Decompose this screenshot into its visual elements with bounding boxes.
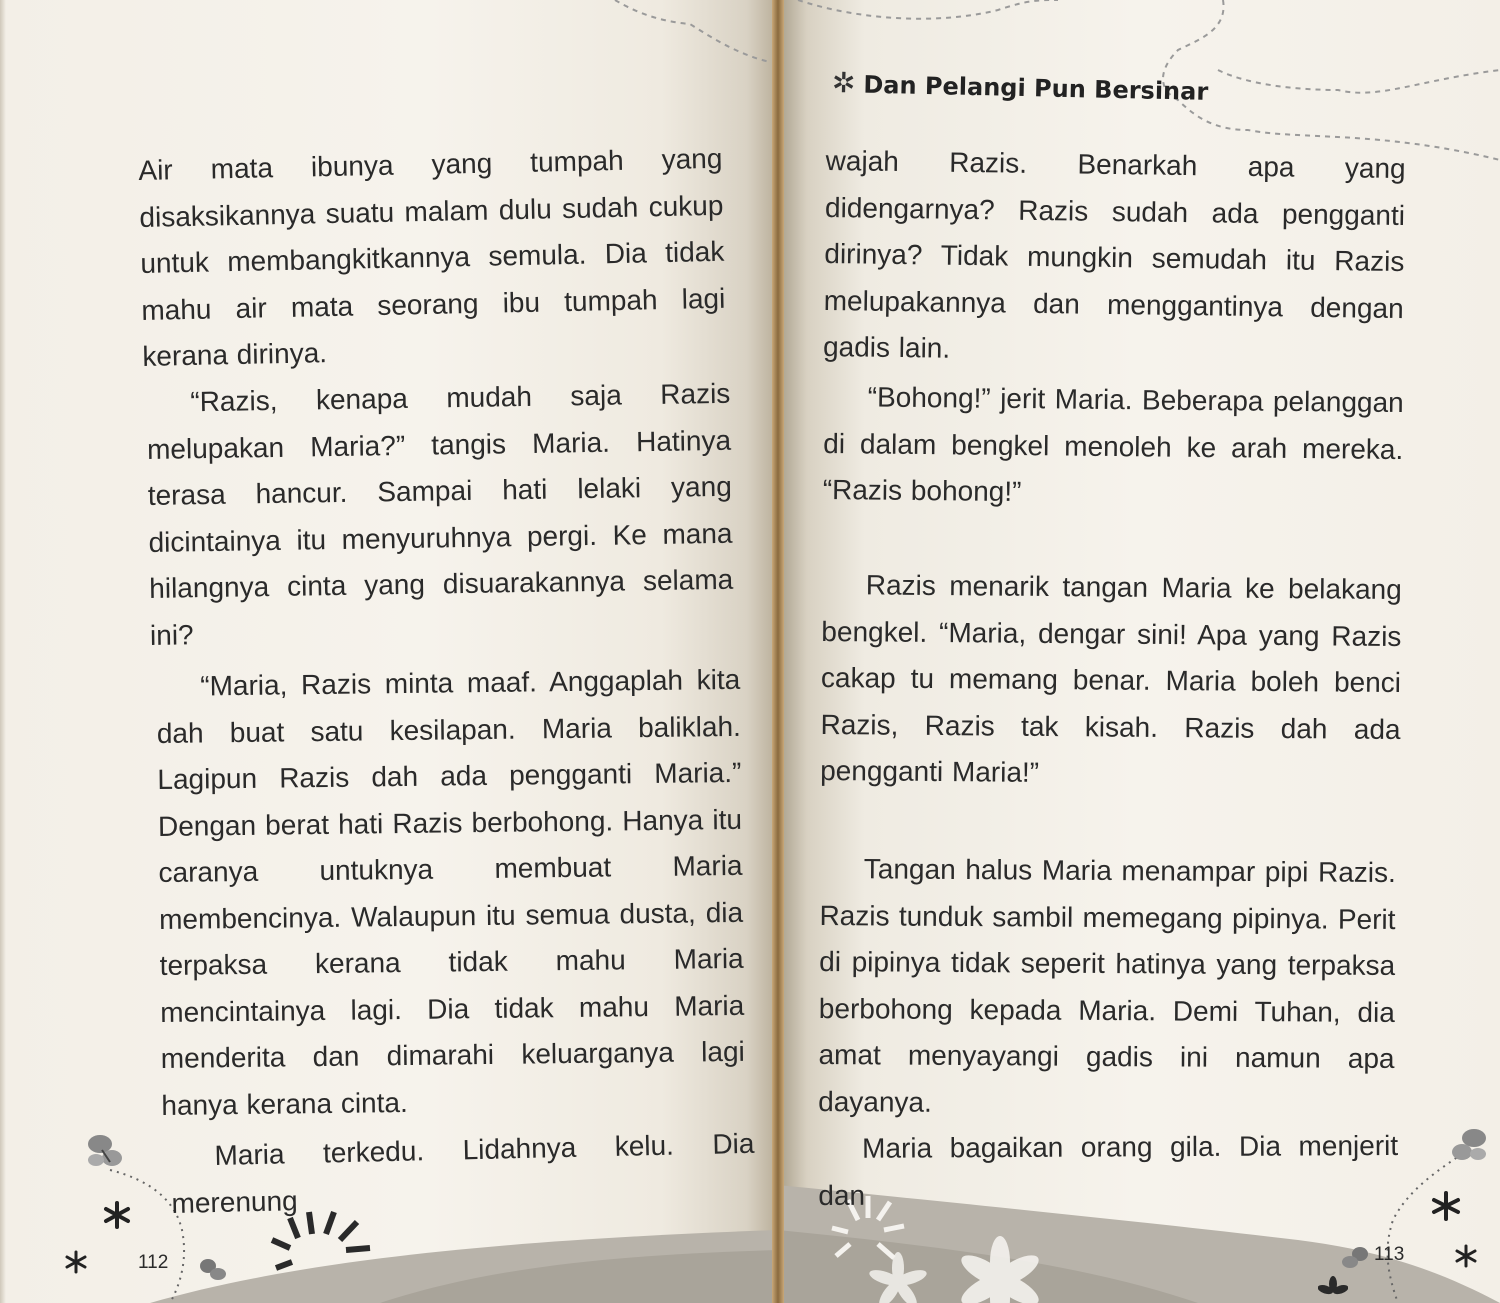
star-icon xyxy=(1454,1244,1478,1268)
paragraph: “Bohong!” jerit Maria. Beberapa pelanggan di dalam bengkel menoleh ke arah mereka. “Razis bohong!” xyxy=(822,381,1404,508)
page-number: 112 xyxy=(138,1252,169,1273)
paragraph: “Razis, kenapa mudah saja Razis melupakan Maria?” tangis Maria. Hatinya terasa hancur. Sampai hati lelaki yang dicintainya itu menyuruhnya pergi. Ke mana hilangnya cinta yang disuarakannya selama ini? xyxy=(146,377,734,651)
star-icon xyxy=(1430,1190,1462,1222)
butterfly-icon xyxy=(82,1128,130,1176)
paragraph: wajah Razis. Benarkah apa yang didengarnya? Razis sudah ada pengganti dirinya? Tidak mungkin semudah itu Razis melupakannya dan menggantinya dengan gadis lain. xyxy=(822,144,1406,364)
star-icon: ✲ xyxy=(831,66,856,100)
butterfly-icon xyxy=(1338,1240,1374,1276)
paragraph: Maria bagaikan orang gila. Dia menjerit dan xyxy=(818,1129,1399,1211)
paragraph: “Maria, Razis minta maaf. Anggaplah kita dah buat satu kesilapan. Maria baliklah. Lagipun Razis dah ada pengganti Maria.” Dengan berat hati Razis berbohong. Hanya itu caranya untuknya membuat Maria membencinya. Walaupun itu semua dusta, dia terpaksa kerana tidak mahu Maria mencintainya lagi. Dia tidak mahu Maria menderita dan dimarahi keluarganya lagi hanya kerana cinta. xyxy=(156,663,745,1121)
book-title: Dan Pelangi Pun Bersinar xyxy=(863,70,1209,106)
star-icon xyxy=(102,1200,132,1230)
butterfly-icon xyxy=(1446,1124,1492,1170)
paragraph: Tangan halus Maria menampar pipi Razis. Razis tunduk sambil memegang pipinya. Perit di pipinya tidak seperit hatinya yang terpaksa berbohong kepada Maria. Demi Tuhan, dia amat menyayangi gadis ini namun apa dayanya. xyxy=(818,853,1396,1118)
book-gutter xyxy=(772,0,784,1303)
cloud-outline xyxy=(615,0,770,62)
right-page xyxy=(778,0,1500,1303)
butterfly-icon xyxy=(196,1252,232,1288)
page-number: 113 xyxy=(1374,1244,1405,1265)
paragraph: Razis menarik tangan Maria ke belakang bengkel. “Maria, dengar sini! Apa yang Razis cakap tu memang benar. Maria boleh benci Razis, Razis tak kisah. Razis dah ada pengganti Maria!” xyxy=(820,569,1402,788)
paragraph: Air mata ibunya yang tumpah yang disaksikannya suatu malam dulu sudah cukup untuk membangkitkannya semula. Dia tidak mahu air mata seorang ibu tumpah lagi kerana dirinya. xyxy=(138,142,726,372)
flower-icon xyxy=(1318,1276,1348,1303)
paragraph: Maria terkedu. Lidahnya kelu. Dia merenung xyxy=(171,1127,755,1219)
star-icon xyxy=(64,1250,88,1274)
